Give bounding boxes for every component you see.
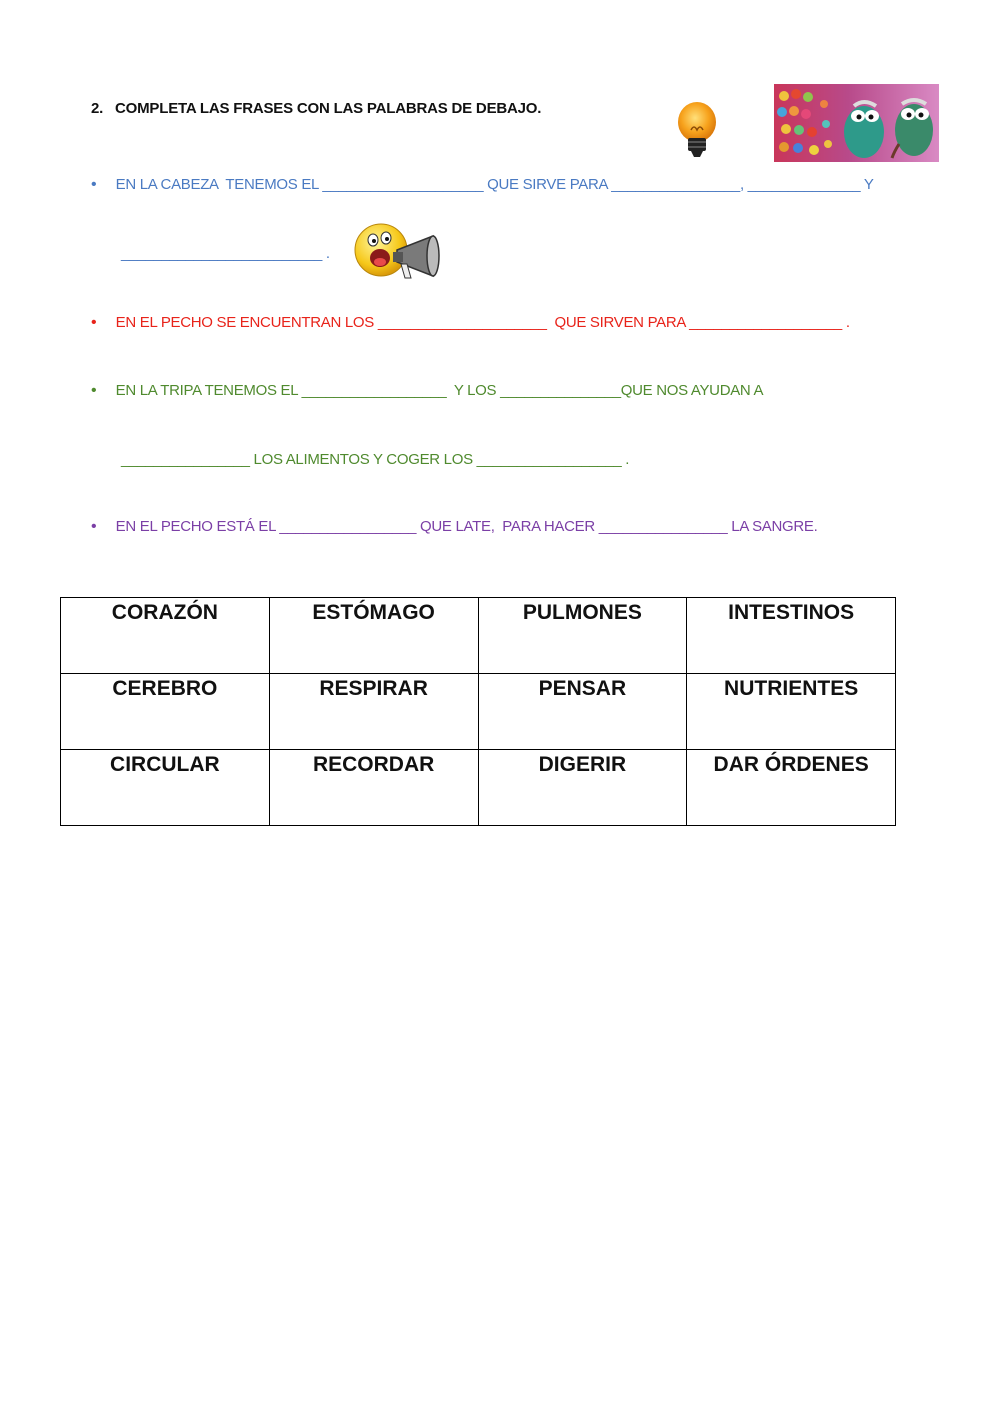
sentence-1-line-2: _________________________ .: [121, 245, 330, 262]
sentence-2-text: EN EL PECHO SE ENCUENTRAN LOS _____________________ QUE SIRVEN PARA ___________________ .: [115, 314, 850, 331]
table-row: [61, 750, 896, 826]
word-cell: PULMONES: [478, 598, 687, 674]
exercise-heading: [91, 100, 541, 117]
bullet: •: [91, 176, 97, 193]
word-cell: RECORDAR: [269, 750, 478, 826]
sentence-4-text: EN EL PECHO ESTÁ EL _________________ QUE LATE, PARA HACER ________________ LA SANGRE.: [115, 518, 818, 535]
word-cell: INTESTINOS: [687, 598, 896, 674]
lightbulb-icon: [672, 100, 722, 162]
word-cell: CEREBRO: [61, 674, 270, 750]
table-row: [61, 598, 896, 674]
bullet: •: [91, 314, 97, 331]
word-cell: PENSAR: [478, 674, 687, 750]
sentence-3-line-1: EN LA TRIPA TENEMOS EL __________________ Y LOS _______________QUE NOS AYUDAN A: [115, 382, 764, 399]
cartoon-characters-image: [774, 84, 939, 162]
sentence-1: [91, 176, 874, 194]
bullet: •: [91, 518, 97, 535]
sentence-3-line-2: ________________ LOS ALIMENTOS Y COGER LOS __________________ .: [121, 451, 630, 468]
word-cell: DIGERIR: [478, 750, 687, 826]
sentence-2: [91, 314, 850, 332]
sentence-3: [91, 382, 763, 400]
bullet: •: [91, 382, 97, 399]
word-cell: ESTÓMAGO: [269, 598, 478, 674]
sentence-1-line-1: EN LA CABEZA TENEMOS EL ____________________ QUE SIRVE PARA ________________, ______________ Y: [115, 176, 874, 193]
word-cell: CIRCULAR: [61, 750, 270, 826]
shouting-emoji-megaphone-icon: [353, 220, 445, 286]
heading-number: 2.: [91, 100, 104, 117]
word-cell: DAR ÓRDENES: [687, 750, 896, 826]
sentence-4: [91, 518, 818, 536]
word-cell: NUTRIENTES: [687, 674, 896, 750]
word-cell: RESPIRAR: [269, 674, 478, 750]
table-row: [61, 674, 896, 750]
heading-text: COMPLETA LAS FRASES CON LAS PALABRAS DE DEBAJO.: [115, 100, 542, 117]
word-cell: CORAZÓN: [61, 598, 270, 674]
word-bank-table: [60, 597, 896, 826]
